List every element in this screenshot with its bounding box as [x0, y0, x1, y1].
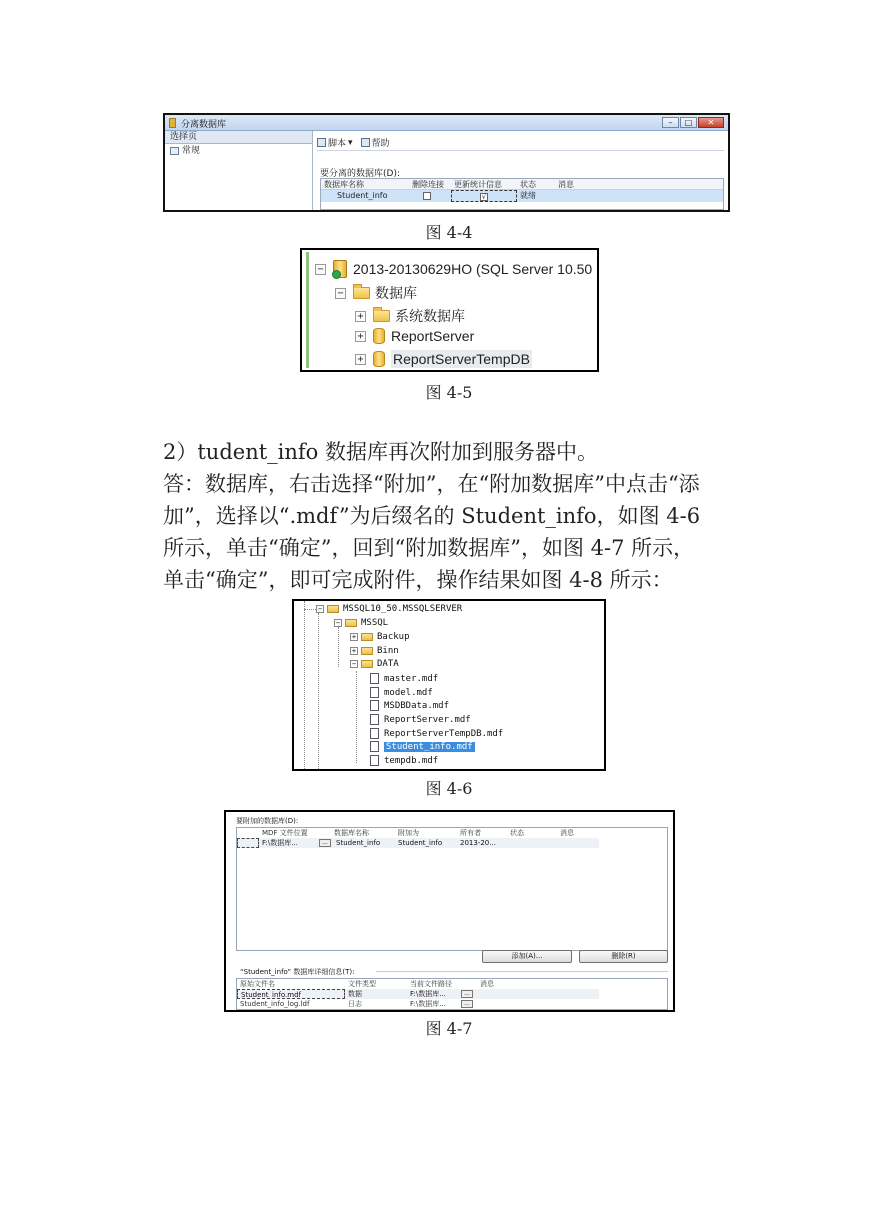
grid-header: [321, 179, 723, 190]
file-icon: [370, 673, 379, 684]
folder-label: MSSQL: [361, 618, 389, 628]
close-button[interactable]: ✕: [698, 117, 724, 128]
file-label: tempdb.mdf: [384, 755, 439, 766]
file-item[interactable]: [370, 700, 449, 711]
column-header: 当前文件路径: [410, 980, 452, 988]
file-label: ReportServer.mdf: [384, 714, 471, 725]
figure-caption: 图 4-5: [425, 383, 473, 402]
status-cell: [507, 838, 557, 848]
table-row[interactable]: [237, 999, 667, 1009]
message-cell: [557, 838, 597, 848]
column-header: 消息: [480, 980, 494, 988]
file-label: ReportServerTempDB.mdf: [384, 728, 504, 739]
toolbar: [317, 135, 724, 151]
file-item[interactable]: [370, 673, 438, 684]
expand-icon[interactable]: +: [351, 647, 357, 655]
database-icon: [373, 328, 385, 344]
column-header: 状态: [520, 180, 536, 189]
select-page-header: 选择页: [165, 131, 312, 144]
column-header: 原始文件名: [240, 980, 275, 988]
column-header: 数据库名称: [324, 180, 364, 189]
db-name-cell: Student_info: [337, 191, 388, 200]
figure-caption: 图 4-7: [425, 1019, 473, 1038]
tree-folder-root[interactable]: [316, 604, 462, 614]
page-icon: [170, 147, 179, 155]
select-page-pane: [165, 131, 313, 210]
detach-grid: [320, 178, 724, 210]
expand-icon[interactable]: +: [351, 633, 357, 641]
original-file-cell: Student_info_log.ldf: [240, 1000, 310, 1008]
original-file-cell: Student_info.mdf: [237, 989, 345, 999]
folder-label: DATA: [377, 659, 399, 669]
file-item[interactable]: [370, 755, 438, 766]
folder-icon: [353, 287, 370, 299]
file-icon: [370, 700, 379, 711]
file-item[interactable]: [370, 687, 433, 698]
help-button[interactable]: [361, 136, 390, 149]
collapse-icon[interactable]: −: [317, 605, 323, 613]
folder-icon: [361, 647, 373, 655]
grid-header: [237, 828, 667, 838]
file-item[interactable]: [370, 728, 503, 739]
column-header: 状态: [510, 829, 524, 837]
file-path-cell: F:\数据库...: [410, 1000, 446, 1008]
file-icon: [370, 755, 379, 766]
server-node[interactable]: [315, 260, 592, 278]
detail-grid: [236, 978, 668, 1010]
file-item[interactable]: [370, 714, 471, 725]
file-icon: [370, 728, 379, 739]
server-icon: [333, 260, 347, 278]
file-icon: [370, 687, 379, 698]
window-title: 分离数据库: [181, 120, 227, 130]
drop-connections-checkbox[interactable]: [423, 192, 431, 200]
collapse-icon[interactable]: −: [335, 288, 346, 299]
collapse-icon[interactable]: −: [351, 660, 357, 668]
paragraph-line: 所示，单击“确定”，回到“附加数据库”，如图 4-7 所示，: [163, 536, 695, 560]
file-label: MSDBData.mdf: [384, 700, 450, 711]
db-name-cell: Student_info: [336, 839, 381, 847]
folder-icon: [361, 633, 373, 641]
figure-4-5-object-explorer: [300, 248, 599, 372]
mdf-location-cell: F:\数据库...: [262, 839, 298, 847]
attach-as-cell: Student_info: [398, 839, 443, 847]
help-icon: [361, 138, 370, 147]
status-cell: 就绪: [520, 191, 536, 200]
column-header: 消息: [558, 180, 574, 189]
folder-icon: [327, 605, 339, 613]
collapse-icon[interactable]: −: [315, 264, 326, 275]
attach-grid: [236, 827, 668, 951]
file-item-selected[interactable]: [370, 741, 475, 752]
table-row[interactable]: [321, 190, 723, 202]
reportservertempdb-node[interactable]: [355, 350, 532, 368]
grid-header: [237, 979, 667, 989]
row-selector[interactable]: [237, 838, 259, 848]
minimize-button[interactable]: –: [662, 117, 679, 128]
attach-grid-label: 要附加的数据库(D):: [236, 817, 299, 825]
column-header: 附加为: [398, 829, 419, 837]
detail-grid-label: “Student_info” 数据库详细信息(T):: [240, 968, 355, 976]
drop-connections-checkbox-cell: [409, 190, 451, 202]
folder-icon: [361, 660, 373, 668]
folder-label: Backup: [377, 632, 410, 642]
update-stats-checkbox[interactable]: √: [481, 192, 487, 201]
tree-folder-binn[interactable]: [350, 646, 399, 656]
file-label: master.mdf: [384, 673, 439, 684]
maximize-button[interactable]: □: [680, 117, 697, 128]
page-item-general[interactable]: [165, 144, 312, 158]
column-header: 所有者: [460, 829, 481, 837]
column-header: 数据库名称: [334, 829, 369, 837]
column-header: 消息: [560, 829, 574, 837]
message-cell: [475, 989, 535, 999]
collapse-icon[interactable]: −: [335, 619, 341, 627]
figure-4-6-file-browser: [292, 599, 606, 771]
figure-caption: 图 4-6: [425, 779, 473, 798]
figure-caption: 图 4-4: [425, 223, 473, 242]
file-icon: [370, 714, 379, 725]
file-label: model.mdf: [384, 687, 433, 698]
database-icon: [169, 118, 176, 128]
column-header: 更新统计信息: [454, 180, 502, 189]
browse-button[interactable]: ...: [319, 839, 331, 847]
file-icon: [370, 741, 379, 752]
script-button[interactable]: [317, 136, 353, 149]
column-header: MDF 文件位置: [262, 829, 308, 837]
folder-label: Binn: [377, 646, 399, 656]
expand-icon[interactable]: +: [355, 354, 366, 365]
folder-icon: [373, 310, 390, 322]
file-type-cell: 日志: [348, 1000, 362, 1008]
page-item-label: 常规: [182, 146, 201, 156]
file-label: Student_info.mdf: [386, 741, 473, 752]
figure-4-4-detach-dialog: [163, 113, 730, 212]
add-button[interactable]: 添加(A)...: [482, 950, 572, 963]
help-label: 帮助: [371, 139, 390, 149]
table-row[interactable]: [237, 838, 599, 848]
reportservertempdb-label: ReportServerTempDB: [393, 351, 530, 367]
tree-folder-backup[interactable]: [350, 632, 410, 642]
remove-button[interactable]: 删除(R): [579, 950, 668, 963]
system-databases-node[interactable]: [355, 306, 465, 326]
databases-label: 数据库: [375, 285, 417, 301]
owner-cell: 2013-20...: [460, 839, 496, 847]
system-databases-label: 系统数据库: [395, 308, 465, 324]
tree-folder-mssql[interactable]: [334, 618, 388, 628]
script-label: 脚本: [328, 139, 347, 149]
figure-4-7-attach-dialog: [224, 810, 675, 1012]
grid-label: 要分离的数据库(D):: [320, 169, 400, 179]
paragraph-line: 加”，选择以“.mdf”为后缀名的 Student_info，如图 4-6: [163, 504, 701, 528]
reportserver-label: ReportServer: [391, 328, 475, 344]
file-path-cell: F:\数据库...: [410, 990, 446, 998]
message-cell: [555, 190, 723, 202]
expand-icon[interactable]: +: [355, 331, 366, 342]
column-header: 删除连接: [412, 180, 444, 189]
paragraph-line: 单击“确定”，即可完成附件，操作结果如图 4-8 所示：: [163, 568, 673, 592]
reportserver-node[interactable]: [355, 328, 474, 344]
paragraph-line: 2）tudent_info 数据库再次附加到服务器中。: [163, 440, 598, 464]
server-label: 2013-20130629HO (SQL Server 10.50: [353, 261, 593, 277]
file-type-cell: 数据: [348, 990, 362, 998]
folder-icon: [345, 619, 357, 627]
message-cell: [475, 999, 535, 1009]
update-stats-checkbox-cell: [451, 190, 517, 202]
expand-icon[interactable]: +: [355, 311, 366, 322]
folder-label: MSSQL10_50.MSSQLSERVER: [343, 604, 463, 614]
database-icon: [373, 351, 385, 367]
table-row[interactable]: [237, 989, 599, 999]
chevron-down-icon: ▾: [348, 137, 353, 148]
script-icon: [317, 138, 326, 147]
tree-folder-data[interactable]: [350, 659, 399, 669]
paragraph-line: 答：数据库，右击选择“附加”，在“附加数据库”中点击“添: [163, 472, 700, 496]
browse-button[interactable]: ...: [461, 990, 473, 998]
column-header: 文件类型: [348, 980, 376, 988]
databases-node[interactable]: [335, 283, 417, 303]
browse-button[interactable]: ...: [461, 1000, 473, 1008]
title-bar: [165, 115, 728, 131]
